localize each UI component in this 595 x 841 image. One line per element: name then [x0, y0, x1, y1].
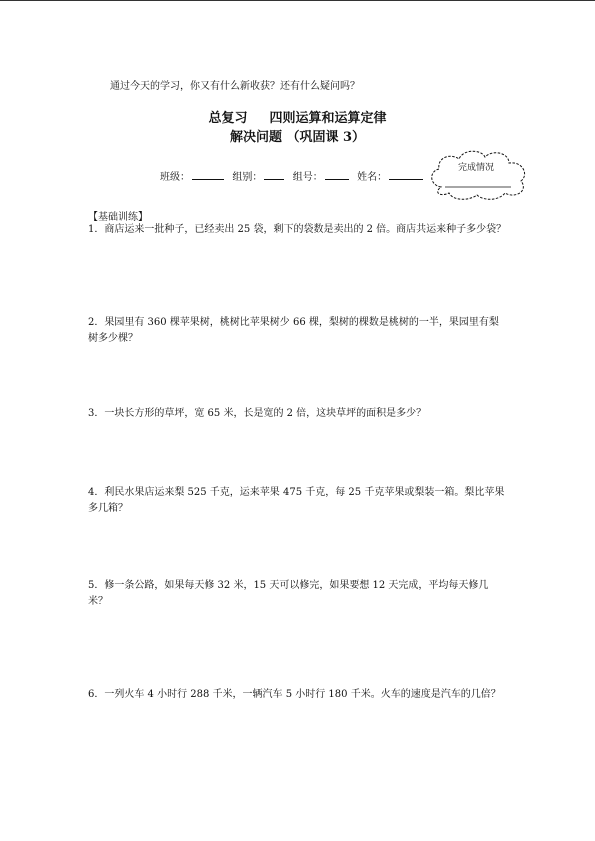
question-6: 6．一列火车 4 小时行 288 千米，一辆汽车 5 小时行 180 千米。火车的速度是汽车的几倍？ [88, 689, 501, 700]
name-field[interactable] [389, 168, 423, 180]
title-part-2: 四则运算和运算定律 [269, 111, 387, 126]
student-info-line [160, 168, 425, 183]
question-5: 5．修一条公路，如果每天修 32 米，15 天可以修完，如果要想 12 天完成，平均每天修几米？ [88, 580, 489, 607]
completion-cloud-icon [427, 147, 531, 201]
name-label: 姓名： [357, 172, 388, 183]
group-label: 组别： [232, 172, 263, 183]
question-4: 4．利民水果店运来梨 525 千克，运来苹果 475 千克，每 25 千克苹果或梨装一箱。梨比苹果多几箱？ [88, 487, 505, 514]
top-border [0, 0, 595, 1]
title-part-1: 总复习 [208, 111, 248, 126]
worksheet-title [0, 107, 595, 126]
question-1: 1．商店运来一批种子，已经卖出 25 袋，剩下的袋数是卖出的 2 倍。商店共运来种子多少袋？ [88, 224, 507, 235]
intro-prompt: 通过今天的学习，你又有什么新收获？还有什么疑问吗？ [110, 81, 360, 92]
group-field[interactable] [264, 168, 284, 180]
section-heading: 【基础训练】 [88, 212, 148, 223]
number-label: 组号： [292, 172, 323, 183]
question-2: 2．果园里有 360 棵苹果树，桃树比苹果树少 66 棵，梨树的棵数是桃树的一半，果园里有梨树多少棵？ [88, 317, 499, 344]
class-label: 班级： [160, 172, 190, 183]
question-3: 3．一块长方形的草坪，宽 65 米，长是宽的 2 倍，这块草坪的面积是多少？ [88, 408, 427, 419]
worksheet-subtitle: 解决问题 （巩固课 3） [229, 130, 366, 145]
number-field[interactable] [325, 168, 349, 180]
completion-status-label: 完成情况 [457, 163, 494, 173]
class-field[interactable] [192, 168, 224, 180]
